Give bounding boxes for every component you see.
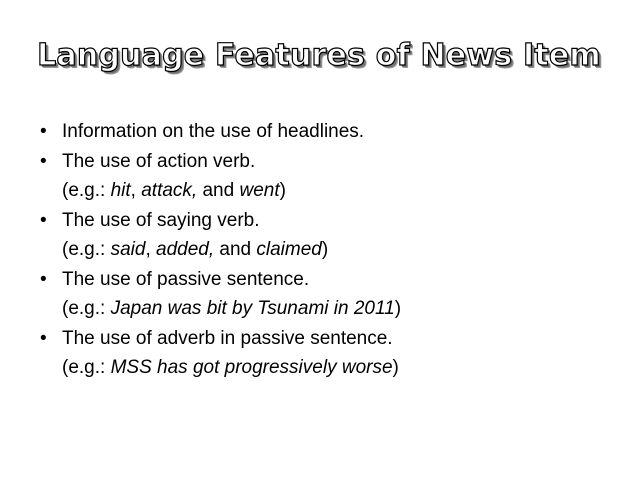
example-prefix: (e.g.:	[62, 180, 111, 201]
list-item	[40, 324, 401, 383]
example-line	[62, 235, 401, 265]
example-separator: ,	[145, 239, 156, 260]
example-prefix: (e.g.:	[62, 239, 111, 260]
example-suffix: )	[279, 180, 286, 201]
list-item	[40, 206, 401, 265]
example-suffix: )	[321, 239, 329, 260]
list-item	[40, 265, 401, 324]
example-sentence: MSS has got progressively worse	[110, 357, 393, 378]
bullet-text: Information on the use of headlines.	[62, 121, 365, 142]
bullet-list	[40, 117, 401, 383]
bullet-dot-icon: •	[40, 121, 47, 142]
example-word: went	[239, 180, 280, 201]
bullet-dot-icon: •	[40, 327, 47, 349]
bullet-text: The use of saying verb.	[62, 209, 260, 231]
example-line	[62, 353, 401, 383]
bullet-dot-icon: •	[40, 150, 47, 172]
example-line	[62, 294, 401, 324]
example-word: claimed	[256, 239, 322, 260]
example-sentence: Japan was bit by Tsunami in 2011	[110, 298, 395, 319]
example-word: added,	[156, 239, 215, 260]
example-word: said	[110, 239, 146, 260]
bullet-text: The use of adverb in passive sentence.	[62, 327, 393, 349]
example-line	[62, 176, 401, 206]
bullet-dot-icon: •	[40, 268, 47, 290]
bullet-dot-icon: •	[40, 209, 47, 231]
list-item	[40, 147, 401, 206]
example-suffix: )	[394, 298, 402, 319]
example-word: attack,	[141, 180, 198, 201]
list-item	[40, 117, 401, 147]
bullet-text: The use of action verb.	[62, 150, 256, 172]
slide-title: Language Features of News Item	[37, 38, 601, 73]
example-separator: ,	[130, 180, 142, 201]
example-separator: and	[214, 239, 257, 260]
example-suffix: )	[392, 357, 399, 378]
bullet-text: The use of passive sentence.	[62, 268, 310, 290]
example-separator: and	[197, 180, 240, 201]
example-prefix: (e.g.:	[62, 357, 111, 378]
example-word: hit	[110, 180, 131, 201]
example-prefix: (e.g.:	[62, 298, 111, 319]
